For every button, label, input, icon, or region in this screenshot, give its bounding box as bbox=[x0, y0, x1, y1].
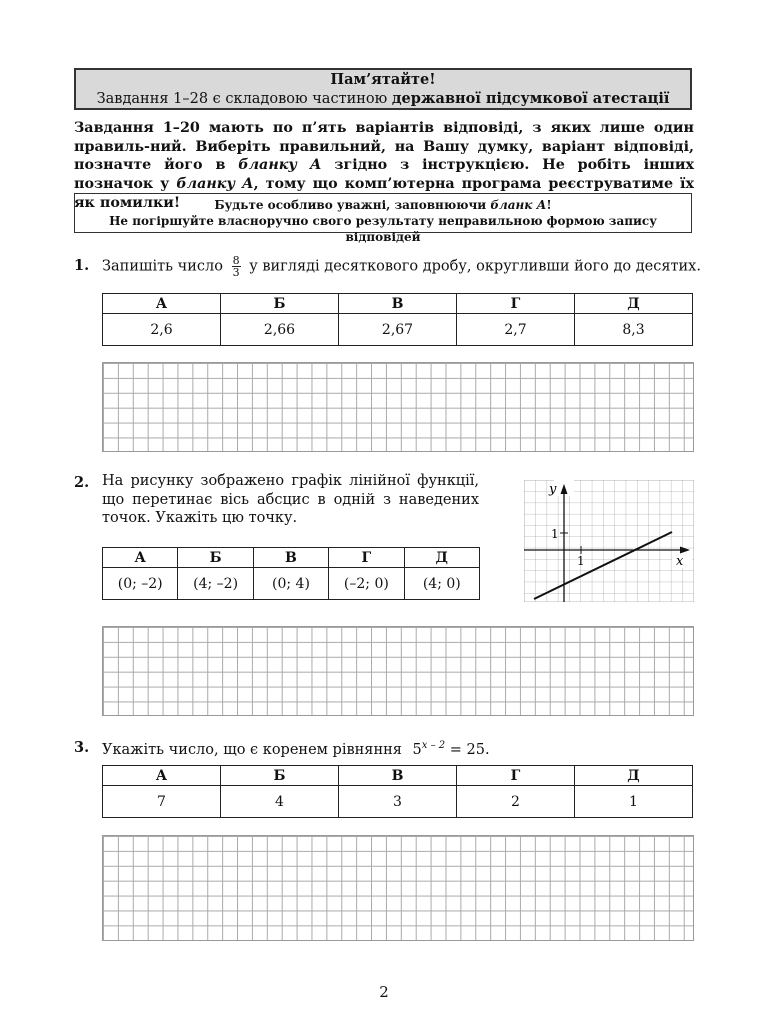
graph-grid bbox=[524, 480, 694, 602]
question-2-answer-table bbox=[102, 547, 480, 600]
option-value: 2,66 bbox=[221, 314, 339, 346]
question-1-text-after: у вигляді десяткового дробу, округливши його до десятих. bbox=[249, 258, 701, 275]
equation-exponent: x – 2 bbox=[421, 740, 446, 751]
question-3-answer-table bbox=[102, 765, 693, 818]
question-1-draft-grid bbox=[102, 362, 694, 452]
option-value: 7 bbox=[103, 786, 221, 818]
option-header: Б bbox=[221, 294, 339, 314]
option-value: 2,7 bbox=[457, 314, 575, 346]
y-axis-label: y bbox=[549, 482, 557, 497]
notice-box bbox=[74, 68, 692, 110]
option-header: В bbox=[253, 548, 328, 568]
notice-line bbox=[76, 89, 690, 109]
option-header: А bbox=[103, 294, 221, 314]
question-3-number: 3. bbox=[74, 739, 90, 756]
warning-line-1 bbox=[75, 197, 691, 213]
option-value: 2,6 bbox=[103, 314, 221, 346]
option-header: А bbox=[103, 766, 221, 786]
option-header: Д bbox=[404, 548, 479, 568]
option-value: (0; –2) bbox=[103, 568, 178, 600]
question-2-draft-grid bbox=[102, 626, 694, 716]
notice-line-prefix: Завдання 1–28 є складовою частиною bbox=[96, 91, 392, 107]
question-3-text bbox=[102, 737, 702, 760]
instructions-part-1: Завдання 1–20 мають по п’ять варіантів відповіді, з яких лише один правиль-ний. Виберіть правильний, на Вашу думку, варіант відповіді, позначте його в bbox=[74, 120, 694, 174]
question-3-text-before: Укажіть число, що є коренем рівняння bbox=[102, 741, 402, 758]
option-header: Д bbox=[575, 766, 693, 786]
notice-title: Пам’ятайте! bbox=[330, 71, 436, 88]
x-tick-label: 1 bbox=[577, 554, 585, 568]
option-header: Д bbox=[575, 294, 693, 314]
option-value: (–2; 0) bbox=[329, 568, 404, 600]
option-header: Б bbox=[178, 548, 253, 568]
y-tick-label: 1 bbox=[551, 527, 559, 541]
warning-line-1-prefix: Будьте особливо уважні, заповнюючи bbox=[214, 198, 491, 212]
option-value: 4 bbox=[221, 786, 339, 818]
option-value: 2,67 bbox=[339, 314, 457, 346]
option-value: 8,3 bbox=[575, 314, 693, 346]
option-header: Г bbox=[329, 548, 404, 568]
option-value: 3 bbox=[339, 786, 457, 818]
instructions-part-3: , тому що комп’ютерна програма реєструватиме їх як помилки! bbox=[74, 176, 694, 211]
option-header: Г bbox=[457, 294, 575, 314]
fraction-denominator: 3 bbox=[232, 266, 240, 279]
equation-base: 5 bbox=[412, 741, 422, 758]
linear-function-graph bbox=[524, 480, 694, 602]
warning-line-1-italic: бланк А bbox=[490, 198, 547, 212]
equation-rest: = 25. bbox=[445, 741, 490, 758]
question-3-equation bbox=[413, 742, 490, 758]
question-3-draft-grid bbox=[102, 835, 694, 941]
option-header: В bbox=[339, 294, 457, 314]
x-axis-label: x bbox=[676, 554, 684, 569]
question-2-graph bbox=[524, 480, 694, 602]
warning-line-1-suffix: ! bbox=[546, 198, 552, 212]
fraction-numerator: 8 bbox=[232, 254, 240, 267]
instructions-blank-a-1: бланку А bbox=[238, 157, 322, 174]
question-1-number: 1. bbox=[74, 257, 90, 274]
question-2-text: На рисунку зображено графік лінійної функції, що перетинає вісь абсцис в одній з наведених точок. Укажіть цю точку. bbox=[102, 473, 479, 527]
instructions-blank-a-2: бланку А bbox=[176, 176, 254, 193]
warning-box bbox=[74, 193, 692, 244]
question-2-number: 2. bbox=[74, 474, 90, 491]
notice-line-bold: державної підсумкової атестації bbox=[391, 90, 670, 107]
warning-line-2: Не погіршуйте власноручно свого результату неправильною формою запису відповідей bbox=[109, 214, 657, 244]
option-value: (4; 0) bbox=[404, 568, 479, 600]
question-1-text bbox=[102, 255, 702, 278]
option-header: Г bbox=[457, 766, 575, 786]
option-header: А bbox=[103, 548, 178, 568]
question-1-answer-table bbox=[102, 293, 693, 346]
option-value: 1 bbox=[575, 786, 693, 818]
option-value: (0; 4) bbox=[253, 568, 328, 600]
page-number: 2 bbox=[379, 983, 389, 1001]
option-header: В bbox=[339, 766, 457, 786]
question-1-fraction bbox=[232, 255, 241, 278]
option-value: (4; –2) bbox=[178, 568, 253, 600]
instructions-part-2: згідно з інструкцією. Не робіть інших позначок у bbox=[74, 157, 694, 193]
option-header: Б bbox=[221, 766, 339, 786]
option-value: 2 bbox=[457, 786, 575, 818]
question-1-text-before: Запишіть число bbox=[102, 258, 223, 275]
